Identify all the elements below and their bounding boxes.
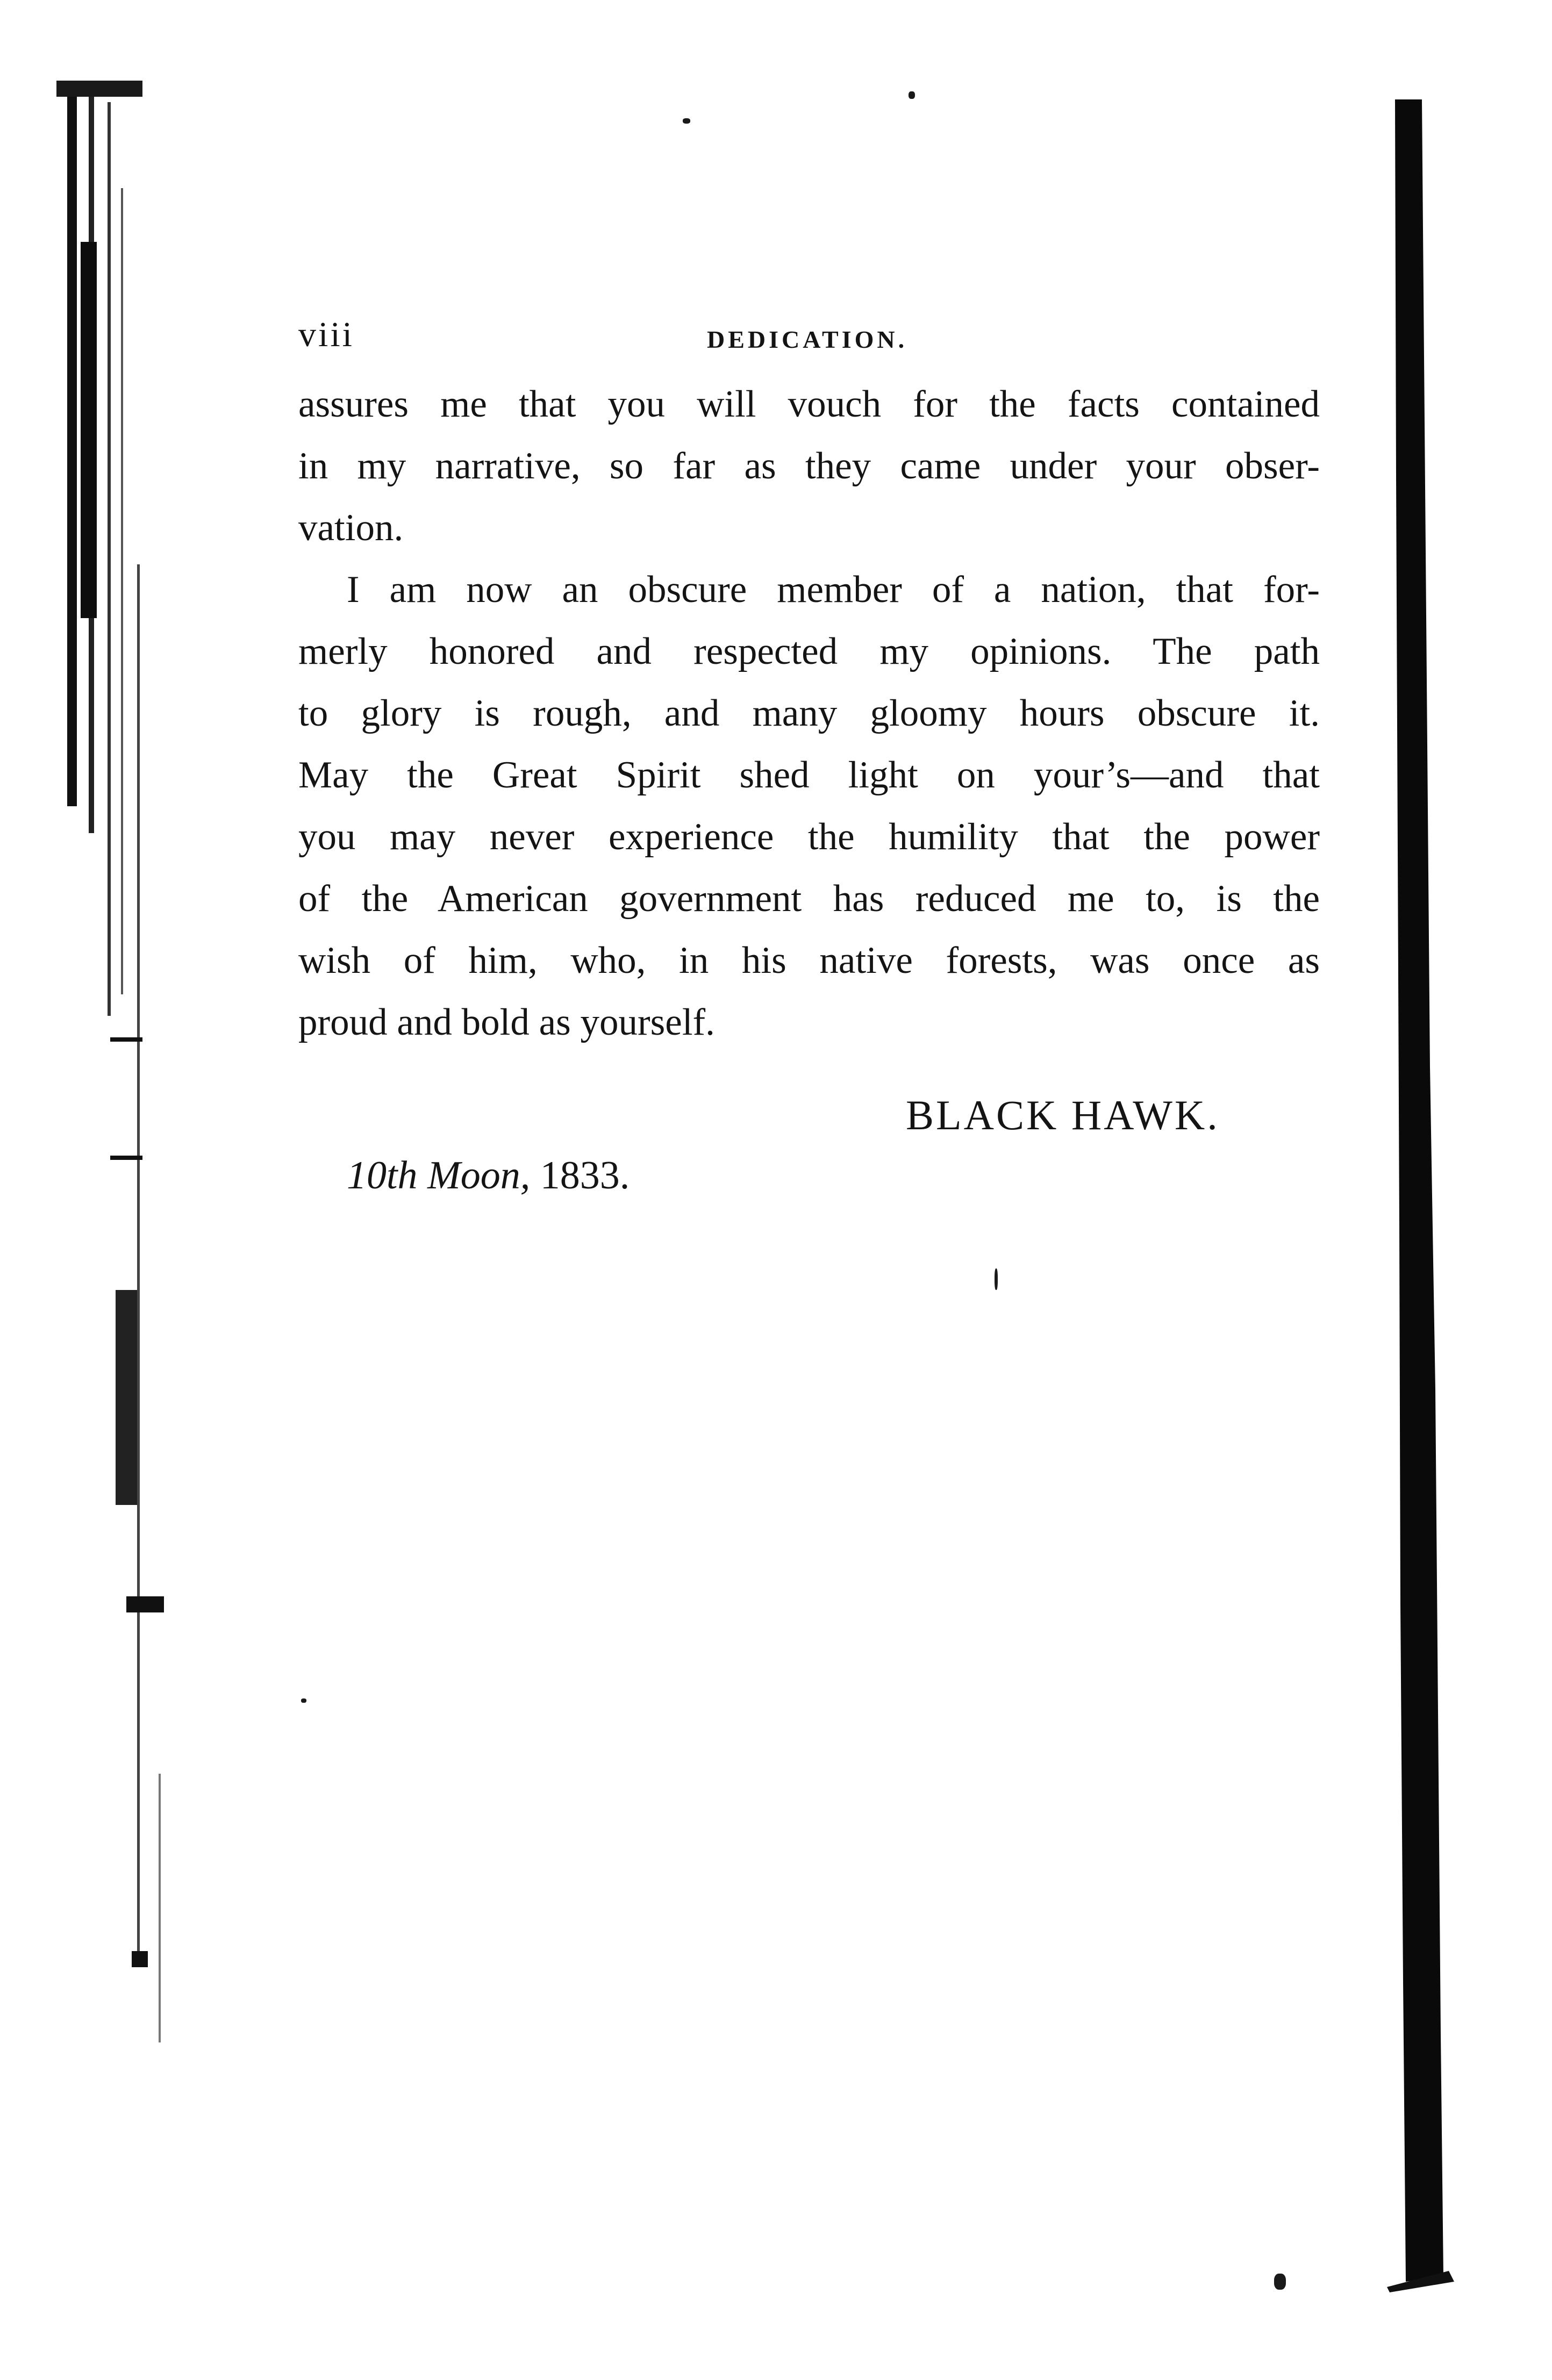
date-ordinal: 10th (347, 1153, 418, 1198)
date-year: 1833. (540, 1153, 630, 1198)
text-line: assures me that you will vouch for the facts contained (298, 383, 1320, 425)
page-text-block (298, 314, 1320, 1053)
signature: BLACK HAWK. (906, 1092, 1220, 1138)
text-line: merly honored and respected my opinions. The path (298, 630, 1320, 672)
paragraph-continued (298, 374, 1320, 559)
text-line: wish of him, who, in his native forests, was once as (298, 940, 1320, 981)
text-line: to glory is rough, and many gloomy hours obscure it. (298, 692, 1320, 734)
text-line: May the Great Spirit shed light on your’s—and that (298, 754, 1320, 796)
date-month: Moon, (427, 1153, 531, 1198)
text-line: you may never experience the humility that the power (298, 816, 1320, 858)
running-head-title: DEDICATION. (707, 326, 908, 353)
paragraph-main (298, 559, 1320, 1053)
scan-speck (995, 1268, 998, 1290)
scan-speck (909, 91, 915, 99)
text-line: I am now an obscure member of a nation, that for- (347, 569, 1320, 611)
scan-binding-edge-right (1384, 99, 1492, 2292)
scan-speck (683, 118, 690, 124)
text-line: proud and bold as yourself. (298, 1001, 715, 1043)
page-number: viii (298, 315, 355, 354)
text-line: vation. (298, 507, 404, 549)
scan-binding-edge-left (56, 81, 180, 2069)
date-line (347, 1153, 630, 1199)
scan-speck (301, 1698, 306, 1703)
running-head (298, 314, 1320, 374)
text-line: in my narrative, so far as they came under your obser- (298, 445, 1320, 487)
scan-speck (1274, 2274, 1286, 2290)
text-line: of the American government has reduced me to, is the (298, 878, 1320, 920)
